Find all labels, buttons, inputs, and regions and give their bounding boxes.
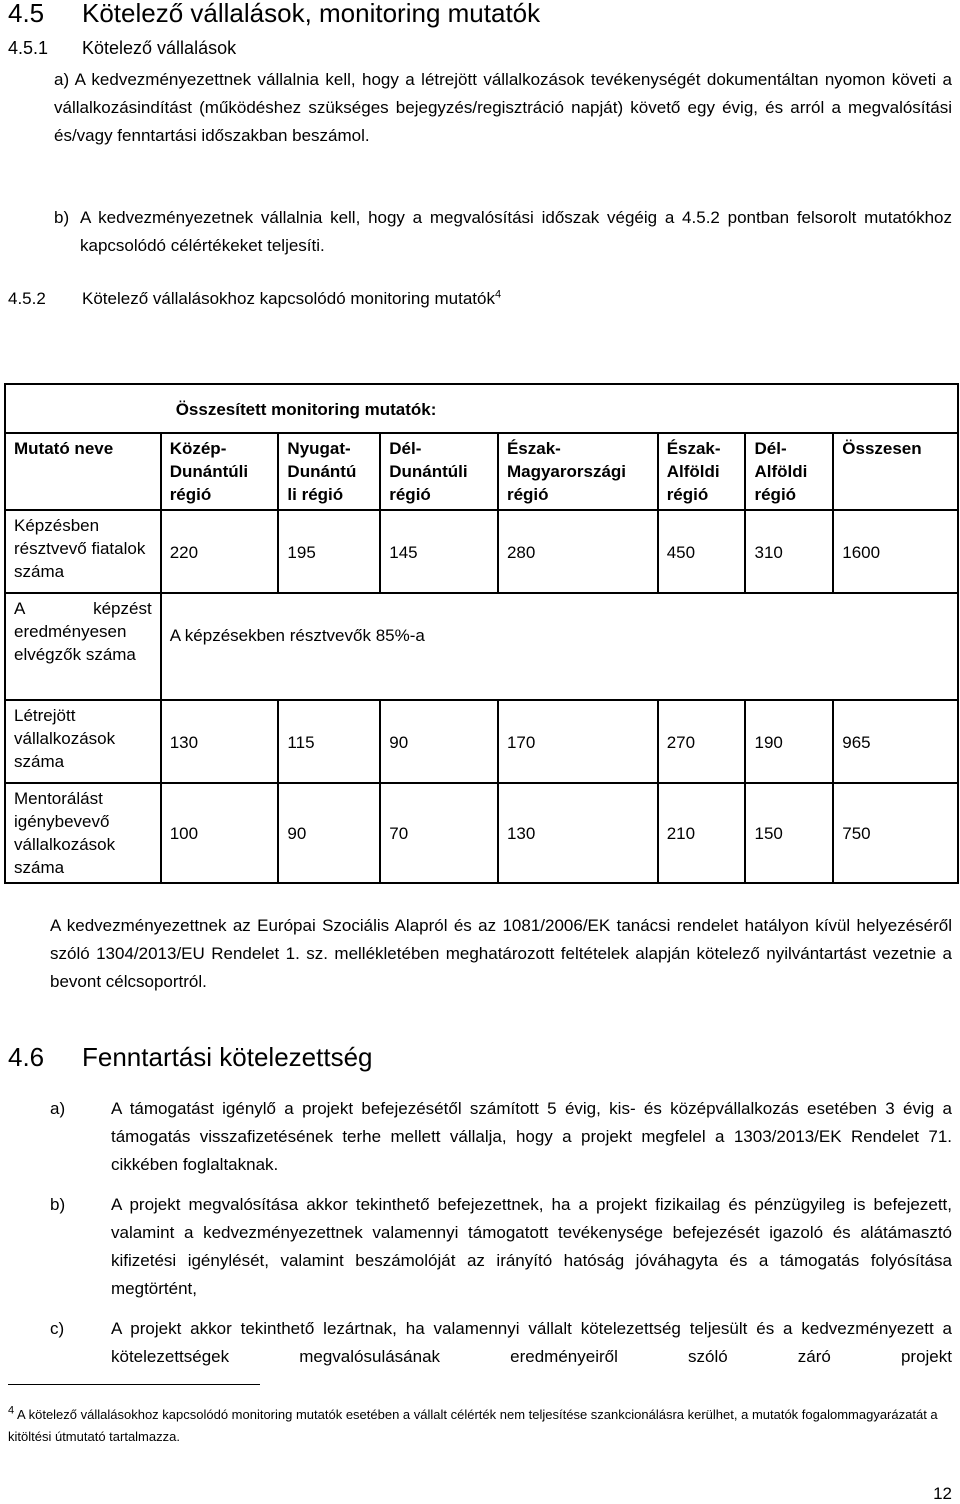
obligation-item-a — [54, 66, 952, 150]
page-number: 12 — [933, 1484, 952, 1503]
section-number: 4.5 — [8, 0, 45, 28]
table-cell: 90 — [278, 783, 380, 883]
table-cell: 115 — [278, 700, 380, 783]
table-header-row — [5, 433, 958, 510]
section-heading-4-5 — [8, 0, 540, 29]
table-cell: 130 — [498, 783, 658, 883]
item-text: A projekt megvalósítása akkor tekinthető befejezettnek, ha a projekt fizikailag és pénzügyileg is befejezett, valamint a kedvezményezettnek valamennyi támogatott tevékenysége befejezését igazoló és alátámasztó kifizetési igénylését, valamint beszámolóját az irányító hatóság jóváhagyta és a támogatás folyósítása megtörtént, — [111, 1195, 952, 1298]
item-label: b) — [50, 1195, 66, 1214]
item-label: b) — [54, 208, 70, 227]
registry-paragraph: A kedvezményezettnek az Európai Szociális Alapról és az 1081/2006/EK tanácsi rendelet hatályon kívül helyezéséről szóló 1304/2013/EU Rendelet 1. sz. mellékletében meghatározott feltételek alapján kötelező nyilvántartást vezetnie a bevont célcsoportról. — [50, 916, 952, 991]
table-cell: 130 — [161, 700, 279, 783]
table-corner-cell — [5, 384, 161, 433]
header-indicator-name: Mutató neve — [5, 433, 161, 510]
table-cell: 195 — [278, 510, 380, 593]
subsection-title: Kötelező vállalásokhoz kapcsolódó monitoring mutatók — [82, 289, 495, 308]
row-label: Képzésben résztvevő fiatalok száma — [5, 510, 161, 593]
table-cell: 280 — [498, 510, 658, 593]
table-cell: 750 — [833, 783, 958, 883]
footnote-ref: 4 — [494, 288, 502, 301]
table-row — [5, 700, 958, 783]
table-group-header-row — [5, 384, 958, 433]
row-label: Létrejött vállalkozások száma — [5, 700, 161, 783]
row-label: A képzést eredményesen elvégzők száma — [5, 593, 161, 700]
table-cell: 100 — [161, 783, 279, 883]
subsection-heading-4-5-1 — [8, 38, 236, 59]
footnote-separator — [8, 1384, 260, 1385]
table-row — [5, 593, 958, 700]
row-label: Mentorálást igénybevevő vállalkozások száma — [5, 783, 161, 883]
item-label: c) — [50, 1319, 65, 1338]
monitoring-table — [4, 383, 959, 884]
section-title: Fenntartási kötelezettség — [82, 1042, 373, 1072]
section-heading-4-6 — [8, 1042, 373, 1073]
subsection-number: 4.5.2 — [8, 289, 46, 308]
item-label: a) — [50, 1099, 66, 1118]
table-cell: 1600 — [833, 510, 958, 593]
subsection-title: Kötelező vállalások — [82, 38, 237, 58]
item-label: a) — [54, 70, 70, 89]
footnote — [8, 1404, 948, 1448]
subsection-heading-4-5-2 — [8, 289, 501, 309]
header-region: Dél- Alföldi régió — [745, 433, 833, 510]
table-cell: 145 — [380, 510, 498, 593]
table-cell: 150 — [745, 783, 833, 883]
header-total: Összesen — [833, 433, 958, 510]
table-cell: 90 — [380, 700, 498, 783]
footnote-text: A kötelező vállalásokhoz kapcsolódó monitoring mutatók esetében a vállalt célérték nem teljesítése szankcionálásra kerülhet, a mutatók fogalommagyarázatát a kitöltési útmutató tartalmazza. — [8, 1407, 938, 1444]
table-cell: 270 — [658, 700, 746, 783]
obligation-item-b — [54, 204, 952, 260]
header-region: Közép- Dunántúli régió — [161, 433, 279, 510]
header-region: Észak- Alföldi régió — [658, 433, 746, 510]
header-region: Észak- Magyarországi régió — [498, 433, 658, 510]
table-cell: 170 — [498, 700, 658, 783]
section-number: 4.6 — [8, 1042, 45, 1072]
table-cell: 190 — [745, 700, 833, 783]
table-merged-cell: A képzésekben résztvevők 85%-a — [161, 593, 958, 700]
table-row — [5, 783, 958, 883]
section-title: Kötelező vállalások, monitoring mutatók — [82, 0, 541, 28]
table-cell: 450 — [658, 510, 746, 593]
item-text: A kedvezményezetnek vállalnia kell, hogy a megvalósítási időszak végéig a 4.5.2 pontban felsorolt mutatókhoz kapcsolódó célértékeket teljesíti. — [80, 208, 952, 255]
table-cell: 310 — [745, 510, 833, 593]
item-text: A projekt akkor tekinthető lezártnak, ha valamennyi vállalt kötelezettség teljesült és a kedvezményezett a kötelezettségek megvalósulásának eredményeiről szóló záró projekt — [111, 1319, 952, 1366]
header-region: Dél- Dunántúli régió — [380, 433, 498, 510]
table-group-header: Összesített monitoring mutatók: — [161, 384, 958, 433]
table-cell: 70 — [380, 783, 498, 883]
header-region: Nyugat- Dunántú li régió — [278, 433, 380, 510]
item-text: A támogatást igénylő a projekt befejezésétől számított 5 évig, kis- és középvállalkozás esetében 3 évig a támogatás visszafizetésének terhe mellett vállalja, hogy a projekt megfelel a 1303/2013/EK Rendelet 71. cikkében foglaltaknak. — [111, 1099, 952, 1174]
footnote-number: 4 — [8, 1404, 15, 1417]
table-cell: 210 — [658, 783, 746, 883]
item-text: A kedvezményezettnek vállalnia kell, hogy a létrejött vállalkozások tevékenységét dokumentáltan nyomon követi a vállalkozásindítást (működéshez szükséges bejegyzés/regisztráció napját) követő egy évig, és arról a megvalósítási és/vagy fenntartási időszakban beszámol. — [54, 70, 952, 145]
table-cell: 220 — [161, 510, 279, 593]
subsection-number: 4.5.1 — [8, 38, 49, 58]
table-row — [5, 510, 958, 593]
table-cell: 965 — [833, 700, 958, 783]
